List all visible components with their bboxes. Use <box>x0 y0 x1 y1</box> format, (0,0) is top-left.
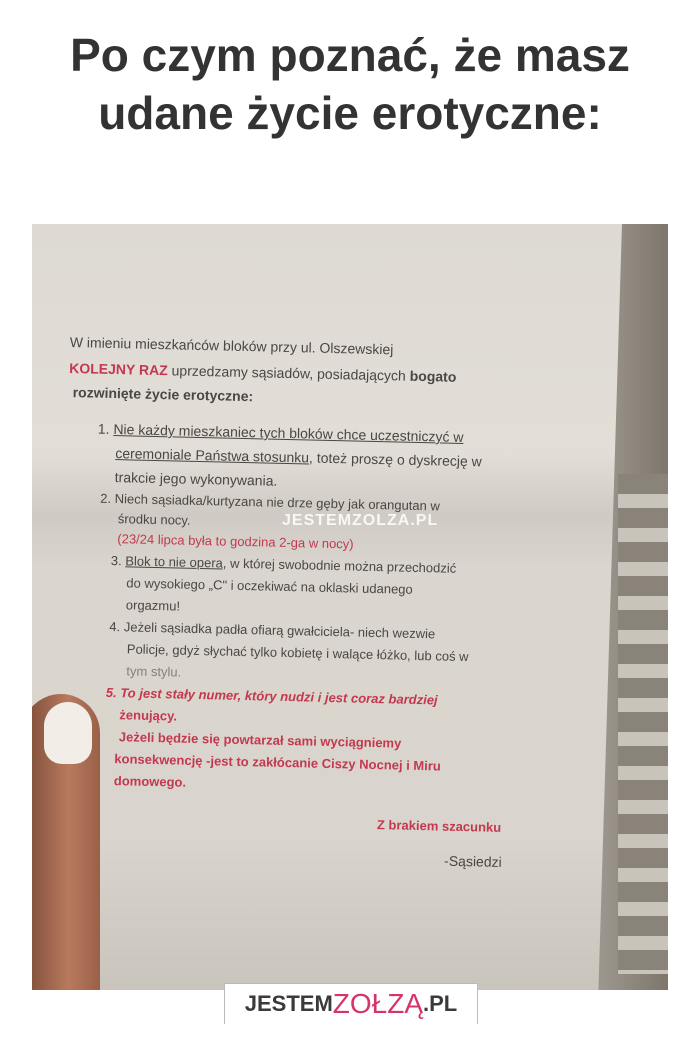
list-item-cont: tym stylu. <box>126 663 182 680</box>
page-title: Po czym poznać, że masz udane życie erotyczne: <box>70 29 630 139</box>
text: 1. <box>97 420 114 438</box>
list-item-cont: środku nocy. <box>117 511 191 528</box>
list-item-cont: orgazmu! <box>125 597 181 614</box>
logo-text: JESTEM <box>244 991 333 1016</box>
list-item-cont: Jeżeli będzie się powtarzał sami wyciągniemy <box>118 729 402 751</box>
list-item: 4. Jeżeli sąsiadka padła ofiarą gwałciciela- niech wezwie <box>109 618 436 642</box>
text: Blok to nie opera <box>125 553 224 571</box>
logo-text: .PL <box>423 991 458 1016</box>
list-item-cont: domowego. <box>113 773 187 790</box>
radiator <box>618 474 668 974</box>
text: , toteż proszę o dyskrecję w <box>308 449 482 470</box>
list-item: 2. Niech sąsiadka/kurtyzana nie drze gęby jak orangutan w <box>100 490 441 514</box>
text: Nie każdy mieszkaniec tych bloków chce uczestniczyć w <box>113 421 464 445</box>
fingernail <box>44 702 92 764</box>
list-item-cont: (23/24 lipca była to godzina 2-ga w nocy) <box>117 531 354 552</box>
list-item: 5. To jest stały numer, który nudzi i jest coraz bardziej <box>105 684 438 708</box>
text: bogato <box>409 367 457 385</box>
signature: -Sąsiedzi <box>443 852 502 870</box>
list-item-cont: Policje, gdyż słychać tylko kobietę i walące łóżko, lub coś w <box>126 641 469 665</box>
text: 3. <box>110 552 126 569</box>
text: ceremoniale Państwa stosunku <box>115 445 310 466</box>
list-item-cont: do wysokiego „C" i oczekiwać na oklaski udanego <box>126 575 413 597</box>
list-item-cont: trakcie jego wykonywania. <box>114 469 278 489</box>
text: , w której swobodnie można przechodzić <box>222 555 457 576</box>
text: : <box>248 388 254 405</box>
letter-photo <box>32 224 668 990</box>
watermark: JESTEMZOLZA.PL <box>282 512 439 529</box>
logo-text: ZOŁZĄ <box>332 988 424 1019</box>
emphasis: KOLEJNY RAZ <box>69 359 168 379</box>
site-logo[interactable] <box>224 983 478 1024</box>
text: rozwinięte życie erotyczne <box>72 384 249 405</box>
list-item-cont: żenujący. <box>119 707 178 724</box>
list-item-cont: konsekwencję -jest to zakłócanie Ciszy Nocnej i Miru <box>114 751 442 774</box>
closing: Z brakiem szacunku <box>376 817 502 835</box>
letter-line: W imieniu mieszkańców bloków przy ul. Olszewskiej <box>69 334 394 358</box>
text: uprzedzamy sąsiadów, posiadających <box>167 362 410 384</box>
